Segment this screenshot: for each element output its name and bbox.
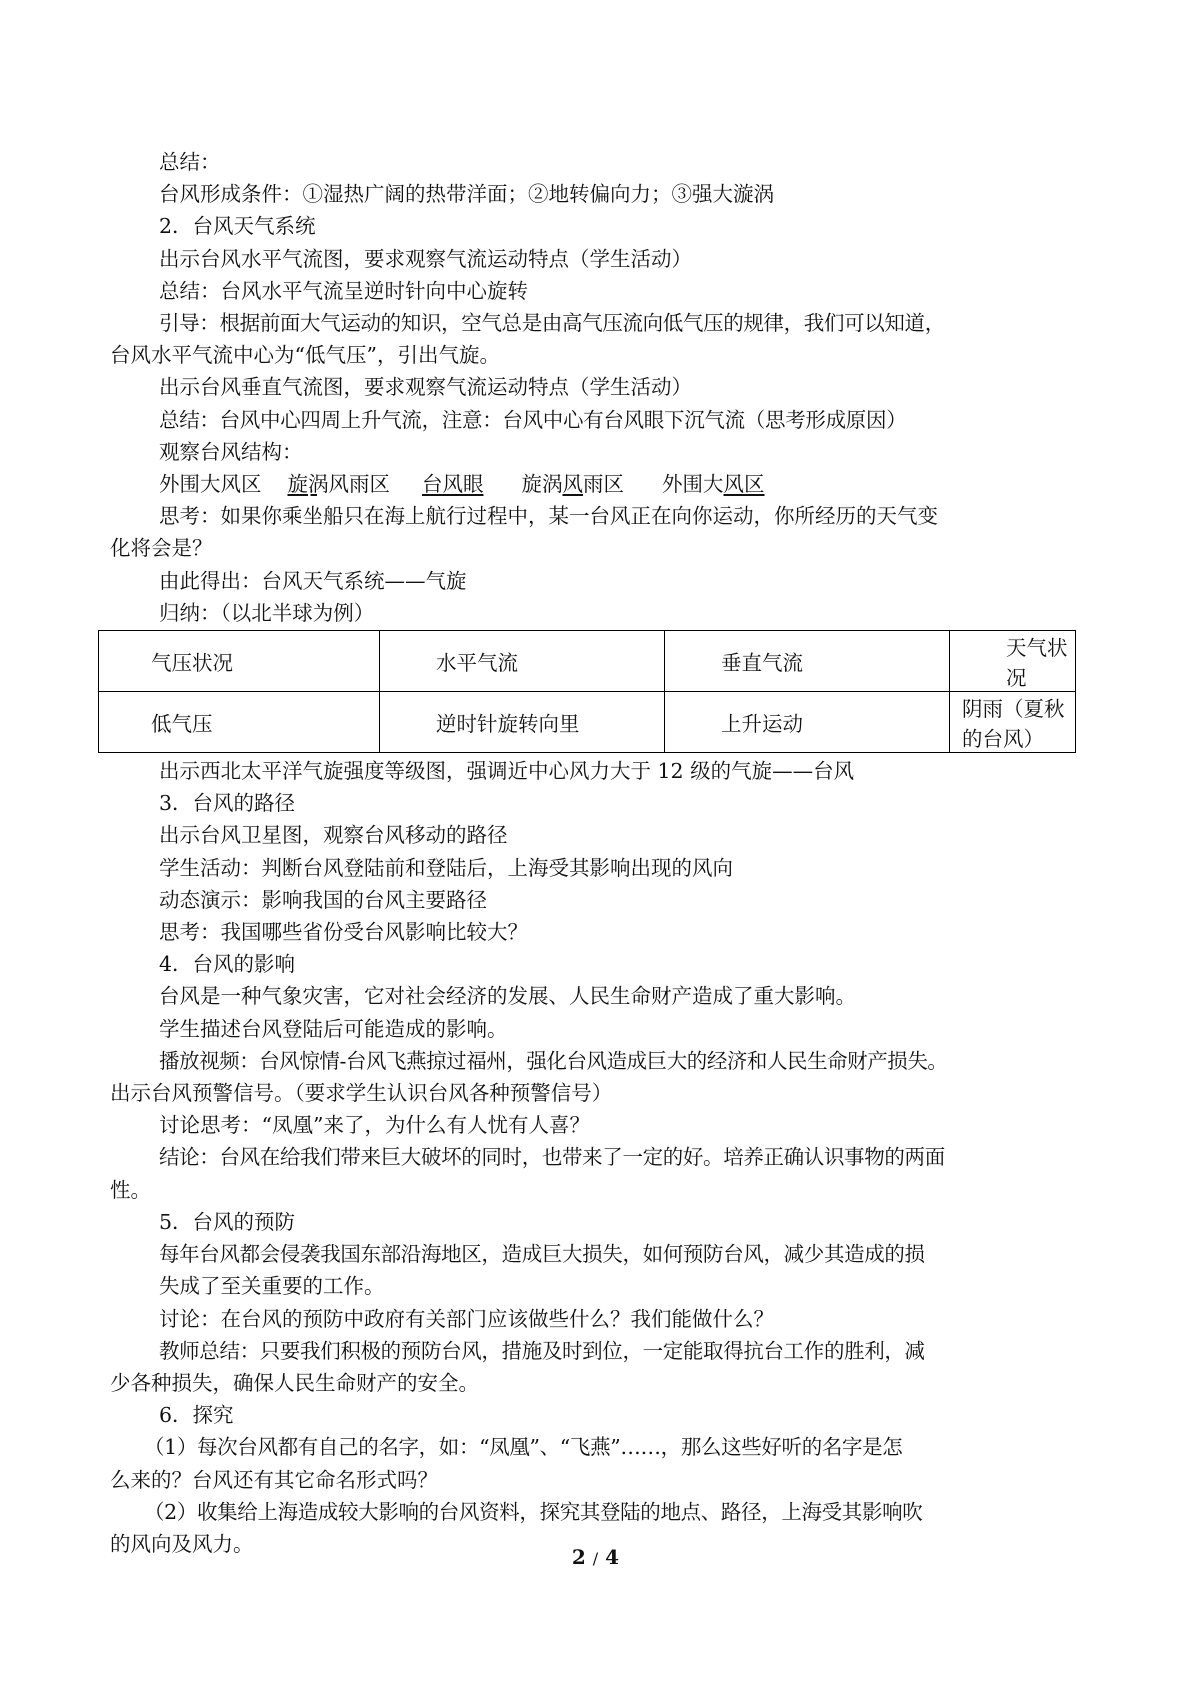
table-cell: 阴雨（夏秋的台风）	[950, 692, 1076, 753]
page-number	[0, 1545, 1191, 1569]
paragraph: 少各种损失，确保人民生命财产的安全。	[110, 1370, 479, 1395]
paragraph: 台风形成条件：①湿热广阔的热带洋面；②地转偏向力；③强大漩涡	[159, 182, 774, 207]
paragraph: 思考：我国哪些省份受台风影响比较大？	[159, 920, 528, 945]
paragraph: 台风水平气流中心为“低气压”，引出气旋。	[110, 343, 500, 368]
paragraph: 观察台风结构：	[159, 439, 303, 464]
section-heading: 4．台风的影响	[159, 952, 296, 977]
paragraph: 出示台风垂直气流图，要求观察气流运动特点（学生活动）	[159, 375, 692, 400]
paragraph: 每年台风都会侵袭我国东部沿海地区，造成巨大损失，如何预防台风，减少其造成的损	[159, 1242, 925, 1267]
section-heading: 5．台风的预防	[159, 1209, 296, 1234]
summary-table	[98, 630, 1076, 753]
structure-outer2: 外围大风区	[662, 472, 765, 497]
typhoon-structure-line	[110, 468, 1080, 500]
paragraph: 出示台风水平气流图，要求观察气流运动特点（学生活动）	[159, 246, 692, 271]
paragraph: 么来的？台风还有其它命名形式吗？	[110, 1467, 438, 1492]
document-body	[110, 146, 1080, 1560]
structure-spiral-first-char: 旋	[287, 472, 308, 497]
paragraph: 讨论：在台风的预防中政府有关部门应该做些什么？我们能做什么？	[159, 1306, 774, 1331]
structure-outer: 外围大风区	[159, 472, 262, 497]
structure-blank	[262, 468, 288, 500]
paragraph: 性。	[110, 1177, 151, 1202]
table-header-cell: 气压状况	[99, 631, 380, 692]
paragraph: 失成了至关重要的工作。	[159, 1274, 385, 1299]
paragraph: 教师总结：只要我们积极的预防台风，措施及时到位，一定能取得抗台工作的胜利，减	[159, 1338, 925, 1363]
table-cell: 低气压	[99, 692, 380, 753]
section-heading: 3．台风的路径	[159, 791, 296, 816]
paragraph: 引导：根据前面大气运动的知识，空气总是由高气压流向低气压的规律，我们可以知道，	[159, 311, 945, 336]
section-heading: 2．台风天气系统	[159, 214, 316, 239]
paragraph: 动态演示：影响我国的台风主要路径	[159, 887, 487, 912]
paragraph: 讨论思考：“凤凰”来了，为什么有人忧有人喜？	[159, 1113, 590, 1138]
paragraph: 化将会是？	[110, 536, 213, 561]
paragraph: 总结：台风水平气流呈逆时针向中心旋转	[159, 278, 528, 303]
table-cell: 上升运动	[665, 692, 950, 753]
paragraph: 思考：如果你乘坐船只在海上航行过程中，某一台风正在向你运动，你所经历的天气变	[159, 504, 938, 529]
page-current: 2	[571, 1545, 586, 1569]
section-heading: 6．探究	[159, 1403, 234, 1428]
paragraph: 台风是一种气象灾害，它对社会经济的发展、人民生命财产造成了重大影响。	[159, 984, 856, 1009]
paragraph: 出示台风卫星图，观察台风移动的路径	[159, 823, 508, 848]
structure-spiral2: 旋涡风雨区	[521, 472, 624, 497]
paragraph: 出示西北太平洋气旋强度等级图，强调近中心风力大于 12 级的气旋——台风	[159, 759, 855, 784]
paragraph: 学生活动：判断台风登陆前和登陆后，上海受其影响出现的风向	[159, 855, 733, 880]
page-total: 4	[605, 1545, 620, 1569]
paragraph: 归纳：（以北半球为例）	[159, 600, 375, 625]
paragraph: 出示台风预警信号。（要求学生认识台风各种预警信号）	[110, 1081, 613, 1106]
table-header-cell: 垂直气流	[665, 631, 950, 692]
structure-spiral-rest: 涡风雨区	[308, 472, 390, 497]
table-header-cell: 天气状况	[950, 631, 1076, 692]
paragraph: （2）收集给上海造成较大影响的台风资料，探究其登陆的地点、路径，上海受其影响吹	[144, 1499, 923, 1524]
table-row	[99, 692, 1076, 753]
paragraph: 总结：	[159, 150, 221, 174]
table-header-row	[99, 631, 1076, 692]
table-header-cell: 水平气流	[380, 631, 665, 692]
paragraph: 由此得出：台风天气系统——气旋	[159, 568, 467, 593]
paragraph: （1）每次台风都有自己的名字，如：“凤凰”、“飞燕”……，那么这些好听的名字是怎	[144, 1435, 903, 1460]
table-cell: 逆时针旋转向里	[380, 692, 665, 753]
page-separator: /	[592, 1549, 599, 1568]
structure-eye: 台风眼	[422, 472, 484, 497]
paragraph: 播放视频：台风惊情-台风飞燕掠过福州，强化台风造成巨大的经济和人民生命财产损失。	[159, 1048, 948, 1073]
paragraph: 的风向及风力。	[110, 1531, 254, 1556]
paragraph: 学生描述台风登陆后可能造成的影响。	[159, 1016, 508, 1041]
paragraph: 总结：台风中心四周上升气流，注意：台风中心有台风眼下沉气流（思考形成原因）	[159, 407, 907, 432]
paragraph: 结论：台风在给我们带来巨大破坏的同时，也带来了一定的好。培养正确认识事物的两面	[159, 1145, 945, 1170]
